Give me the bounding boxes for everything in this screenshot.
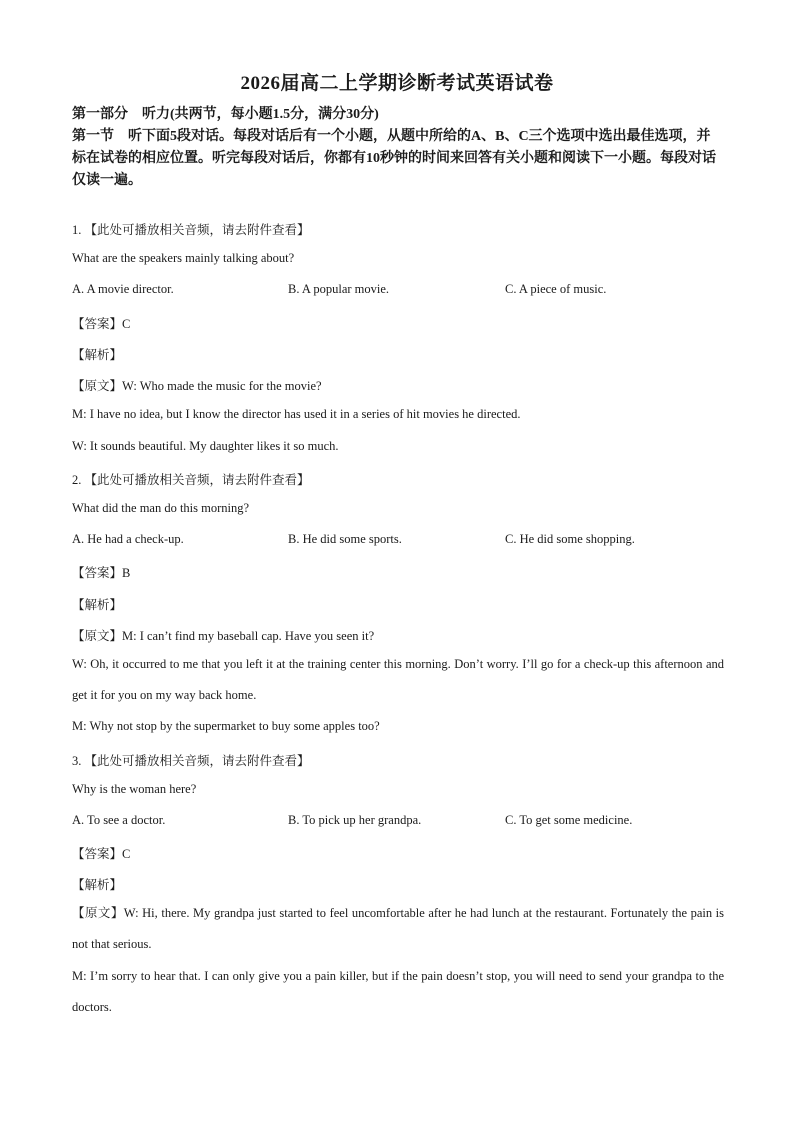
q1-transcript-2: M: I have no idea, but I know the director has used it in a series of hit movies he directed. [72, 407, 521, 421]
part-header: 第一部分 听力(共两节，每小题1.5分，满分30分) [72, 107, 379, 122]
q2-analysis: 【解析】 [72, 598, 123, 612]
q3-analysis: 【解析】 [72, 878, 123, 892]
q2-transcript-3: M: Why not stop by the supermarket to buy some apples too? [72, 719, 380, 733]
q2-answer: 【答案】B [72, 566, 131, 580]
q3-option-c: C. To get some medicine. [505, 813, 633, 827]
q1-transcript-3: W: It sounds beautiful. My daughter likes it so much. [72, 439, 339, 453]
q2-audio-note: 2. 【此处可播放相关音频，请去附件查看】 [72, 473, 310, 487]
q3-option-b: B. To pick up her grandpa. [288, 813, 422, 827]
q2-option-b: B. He did some sports. [288, 532, 402, 546]
q3-audio-note: 3. 【此处可播放相关音频，请去附件查看】 [72, 754, 310, 768]
q3-option-a: A. To see a doctor. [72, 813, 166, 827]
q2-option-a: A. He had a check-up. [72, 532, 184, 546]
q3-answer: 【答案】C [72, 847, 131, 861]
q2-transcript-1: 【原文】M: I can’t find my baseball cap. Have you seen it? [72, 629, 375, 643]
q1-audio-note: 1. 【此处可播放相关音频，请去附件查看】 [72, 223, 310, 237]
q2-option-c: C. He did some shopping. [505, 532, 635, 546]
q3-transcript-2: M: I’m sorry to hear that. I can only give you a pain killer, but if the pain doesn’t stop, you will need to send your grandpa to the doctors. [72, 969, 724, 1014]
q1-option-b: B. A popular movie. [288, 282, 390, 296]
q1-question: What are the speakers mainly talking about? [72, 251, 295, 265]
q1-analysis: 【解析】 [72, 348, 123, 362]
q1-option-c: C. A piece of music. [505, 282, 607, 296]
section-intro: 第一节 听下面5段对话。每段对话后有一个小题，从题中所给的A、B、C三个选项中选出最佳选项，并标在试卷的相应位置。听完每段对话后，你都有10秒钟的时间来回答有关小题和阅读下一小题。每段对话仅读一遍。 [72, 129, 716, 188]
q1-transcript-1: 【原文】W: Who made the music for the movie? [72, 379, 322, 393]
q3-question: Why is the woman here? [72, 782, 197, 796]
q1-answer: 【答案】C [72, 317, 131, 331]
exam-title: 2026届高二上学期诊断考试英语试卷 [240, 73, 554, 94]
q3-transcript-1: 【原文】W: Hi, there. My grandpa just started to feel uncomfortable after he had lunch at the restaurant. Fortunately the pain is not that serious. [72, 906, 724, 951]
q1-option-a: A. A movie director. [72, 282, 174, 296]
q2-question: What did the man do this morning? [72, 501, 250, 515]
q2-transcript-2: W: Oh, it occurred to me that you left it at the training center this morning. Don’t worry. I’ll go for a check-up this afternoon and get it for you on my way back home. [72, 657, 724, 702]
